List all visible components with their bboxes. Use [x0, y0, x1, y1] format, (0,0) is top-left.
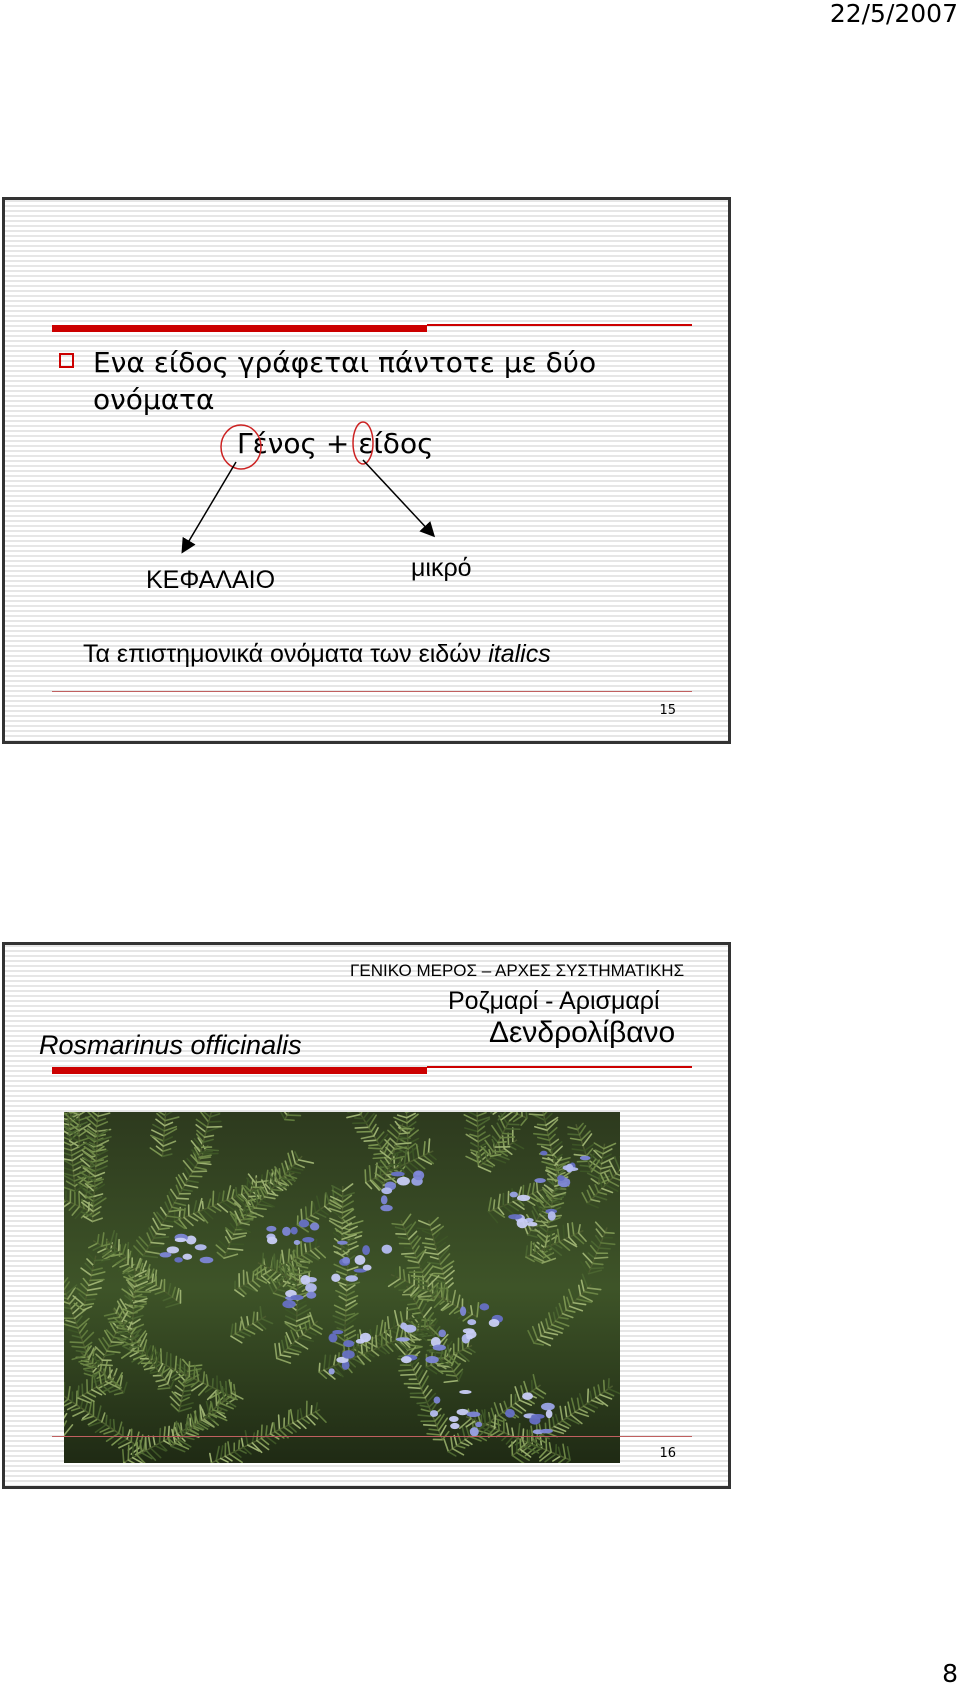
footer-rule — [52, 1436, 692, 1437]
bullet-text: Ενα είδος γράφεται πάντοτε με δύο ονόματα — [93, 346, 597, 416]
note-italic: italics — [488, 640, 551, 668]
slide-number: 16 — [659, 1446, 676, 1461]
latin-name: Rosmarinus officinalis — [39, 1030, 302, 1060]
footer-rule — [52, 691, 692, 692]
arrow-to-small — [363, 460, 433, 535]
note-text: Τα επιστημονικά ονόματα των ειδών — [83, 640, 489, 668]
rosemary-photo-graphic — [64, 1112, 620, 1463]
arrow-to-capital — [183, 462, 236, 551]
slide-number: 15 — [659, 703, 676, 718]
slide-15 — [2, 197, 731, 744]
genus-highlight-circle — [221, 425, 261, 469]
common-name-2: Δενδρολίβανο — [489, 1016, 676, 1049]
page-date: 22/5/2007 — [829, 0, 958, 28]
title-accent-bar — [52, 1067, 427, 1074]
common-name-1: Ροζμαρί - Αρισμαρί — [448, 987, 660, 1015]
section-header: ΓΕΝΙΚΟ ΜΕΡΟΣ – ΑΡΧΕΣ ΣΥΣΤΗΜΑΤΙΚΗΣ — [350, 961, 685, 980]
page-number: 8 — [942, 1659, 958, 1688]
title-accent-line — [427, 1066, 692, 1068]
slide-16 — [2, 942, 731, 1489]
label-small: μικρό — [411, 554, 472, 582]
italics-note — [83, 640, 551, 669]
species-highlight-circle — [353, 422, 373, 464]
rosemary-photo — [64, 1112, 620, 1463]
label-capital: ΚΕΦΑΛΑΙΟ — [146, 566, 276, 594]
formula-genus-species: Γένος + είδος — [237, 427, 434, 460]
